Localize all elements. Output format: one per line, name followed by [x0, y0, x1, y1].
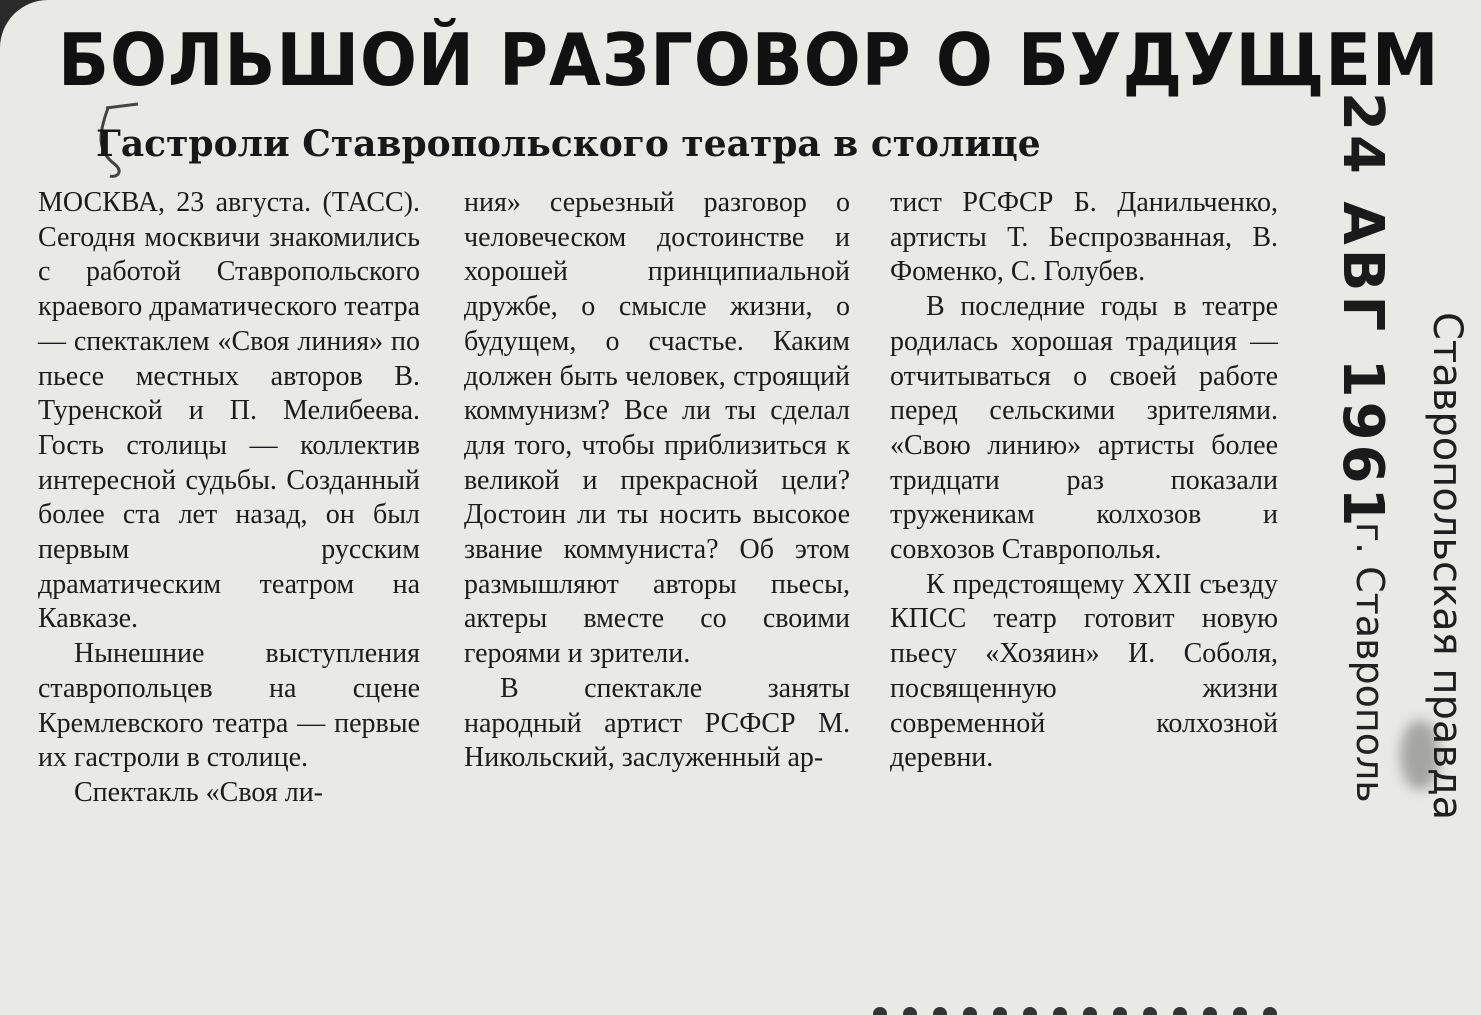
article-headline: БОЛЬШОЙ РАЗГОВОР О БУДУЩЕМ — [58, 18, 1440, 102]
stamp-newspaper-name: Ставропольская правда — [1424, 312, 1470, 821]
paragraph: В спектакле заняты народный артист РСФСР М. Никольский, заслуженный ар- — [464, 672, 850, 774]
article-subheadline: Гастроли Ставропольского театра в столице — [96, 123, 1041, 165]
article-column-3 — [890, 186, 1278, 996]
paragraph: К предстоящему XXII съезду КПСС театр готовит новую пьесу «Хозяин» И. Соболя, посвященную жизни современной колхозной деревни. — [890, 568, 1278, 774]
paragraph: тист РСФСР Б. Данильченко, артисты Т. Беспрозванная, В. Фоменко, С. Голубев. — [890, 187, 1278, 288]
cut-edge-marks — [870, 1000, 1300, 1015]
paragraph: Спектакль «Своя ли- — [74, 776, 324, 808]
article-column-2 — [464, 186, 850, 996]
ink-smudge — [1400, 720, 1440, 790]
paragraph: Нынешние выступления ставропольцев на сцене Кремлевского театра — первые их гастроли в столице. — [38, 638, 420, 774]
paragraph: ния» серьезный разговор о человеческом достоинстве и хорошей принципиальной дружбе, о смысле жизни, о будущем, о счастье. Каким должен быть человек, строящий коммунизм? Все ли ты сделал для того, чтобы приблизиться к великой и прекрасной цели? Достоин ли ты носить высокое звание коммуниста? Об этом размышляют авторы пьесы, актеры вместе со своими героями и зрители. — [464, 187, 850, 670]
stamp-date: 24 АВГ 1961 — [1330, 92, 1395, 531]
article-column-1 — [38, 186, 420, 996]
paragraph: В последние годы в театре родилась хорошая традиция — отчитываться о своей работе перед сельскими зрителями. «Свою линию» артисты более тридцати раз показали труженикам колхозов и совхозов Ставрополья. — [890, 291, 1278, 566]
stamp-city: г. Ставрополь — [1348, 522, 1392, 803]
paragraph: МОСКВА, 23 августа. (ТАСС). Сегодня москвичи знакомились с работой Ставропольского краевого драматического театра — спектаклем «Своя линия» по пьесе местных авторов В. Туренской и П. Мелибеева. Гость столицы — коллектив интересной судьбы. Созданный более ста лет назад, он был первым русским драматическим театром на Кавказе. — [38, 187, 420, 635]
